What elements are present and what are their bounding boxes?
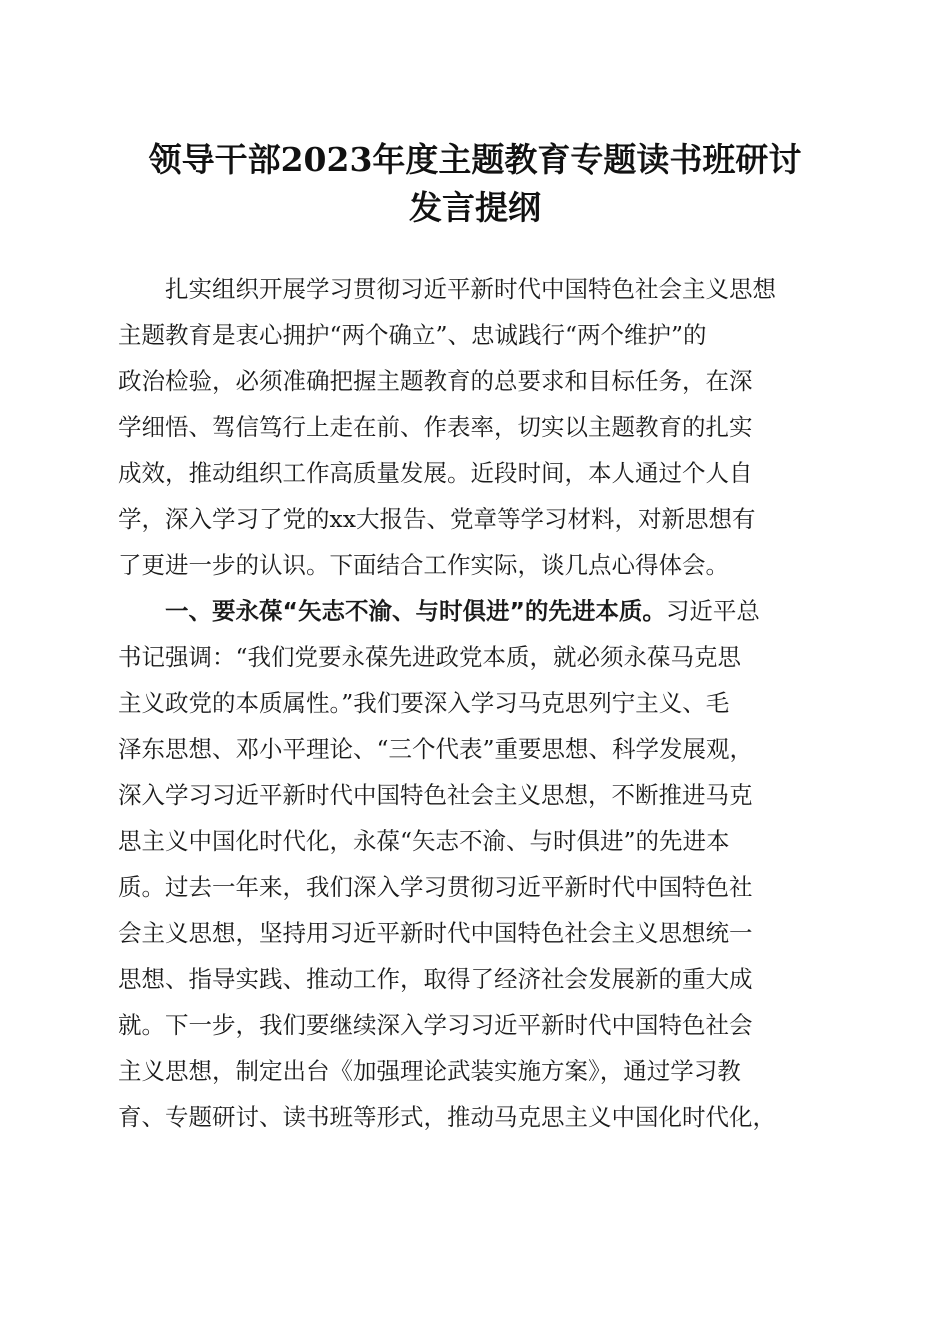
paragraph-line: 政治检验，必须准确把握主题教育的总要求和目标任务，在深 (118, 367, 753, 395)
paragraph-line: 学，深入学习了党的xx大报告、党章等学习材料，对新思想有 (118, 505, 756, 533)
paragraph-line: 了更进一步的认识。下面结合工作实际，谈几点心得体会。 (118, 551, 729, 579)
paragraph-line: 就。下一步，我们要继续深入学习习近平新时代中国特色社会 (118, 1011, 753, 1039)
paragraph-line: 思主义中国化时代化，永葆“矢志不渝、与时俱进”的先进本 (118, 827, 730, 855)
paragraph-line: 泽东思想、邓小平理论、“三个代表”重要思想、科学发展观， (118, 735, 754, 763)
paragraph-line: 主义政党的本质属性。”我们要深入学习马克思列宁主义、毛 (118, 689, 730, 717)
paragraph-line: 育、专题研讨、读书班等形式，推动马克思主义中国化时代化， (118, 1103, 776, 1131)
document-title-line-2: 发言提纲 (409, 188, 541, 227)
paragraph-line: 扎实组织开展学习贯彻习近平新时代中国特色社会主义思想 (118, 275, 776, 303)
paragraph-line: 学细悟、驾信笃行上走在前、作表率，切实以主题教育的扎实 (118, 413, 753, 441)
document-title-line-1: 领导干部2023年度主题教育专题读书班研讨 (148, 140, 802, 179)
paragraph-line: 质。过去一年来，我们深入学习贯彻习近平新时代中国特色社 (118, 873, 753, 901)
section-1-heading: 一、要永葆“矢志不渝、与时俱进”的先进本质。 (118, 597, 666, 625)
paragraph-line: 主义思想，制定出台《加强理论武装实施方案》，通过学习教 (118, 1057, 741, 1085)
section-1-heading-line (118, 588, 760, 634)
paragraph-line: 书记强调：“我们党要永葆先进政党本质，就必须永葆马克思 (118, 643, 742, 671)
paragraph-line: 会主义思想，坚持用习近平新时代中国特色社会主义思想统一 (118, 919, 753, 947)
paragraph-line: 深入学习习近平新时代中国特色社会主义思想，不断推进马克 (118, 781, 753, 809)
paragraph-line: 主题教育是衷心拥护“两个确立”、忠诚践行“两个维护”的 (118, 321, 707, 349)
paragraph-line: 思想、指导实践、推动工作，取得了经济社会发展新的重大成 (118, 965, 753, 993)
paragraph-line: 成效，推动组织工作高质量发展。近段时间，本人通过个人自 (118, 459, 753, 487)
section-1-heading-tail: 习近平总 (665, 597, 760, 625)
